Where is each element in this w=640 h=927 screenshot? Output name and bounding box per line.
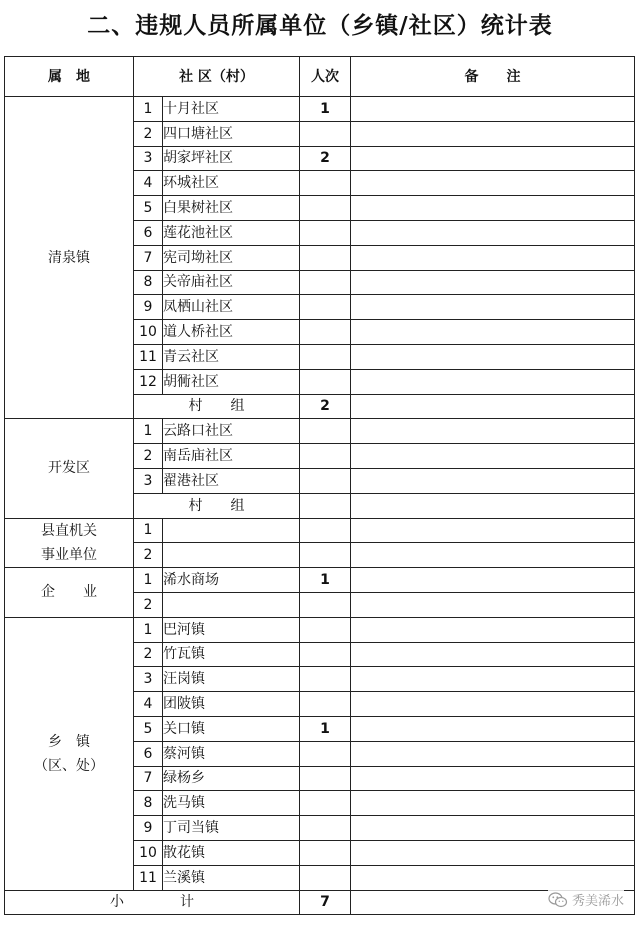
- community-name: 青云社区: [163, 344, 300, 369]
- remark-cell: [351, 791, 635, 816]
- header-row: [5, 57, 635, 97]
- village-label: 村 组: [134, 394, 300, 419]
- district-cell-qingquan: [5, 97, 134, 419]
- district-label-line1: 乡 镇: [48, 733, 90, 750]
- remark-cell: [351, 840, 635, 865]
- district-cell-qiye: [5, 568, 134, 618]
- person-count: [300, 220, 351, 245]
- remark-cell: [351, 667, 635, 692]
- community-name: 洗马镇: [163, 791, 300, 816]
- watermark-text: 秀美浠水: [571, 894, 624, 909]
- person-count: 1: [300, 716, 351, 741]
- remark-cell: [351, 146, 635, 171]
- total-row: [5, 890, 635, 915]
- remark-cell: [351, 865, 635, 890]
- person-count: [300, 543, 351, 568]
- row-number: 5: [134, 716, 163, 741]
- person-count: [300, 196, 351, 221]
- row-number: 10: [134, 320, 163, 345]
- row-number: 3: [134, 146, 163, 171]
- community-name: 巴河镇: [163, 617, 300, 642]
- table-header: [5, 57, 635, 97]
- community-name: 丁司当镇: [163, 816, 300, 841]
- remark-cell: [351, 295, 635, 320]
- remark-cell: [351, 196, 635, 221]
- row-number: 1: [134, 568, 163, 593]
- row-number: 11: [134, 344, 163, 369]
- person-count: [300, 741, 351, 766]
- page-title: 二、违规人员所属单位（乡镇/社区）统计表: [87, 13, 553, 39]
- header-community: 社 区（村）: [134, 57, 300, 97]
- community-name: 胡家坪社区: [163, 146, 300, 171]
- person-count: 1: [300, 568, 351, 593]
- remark-cell: [351, 692, 635, 717]
- community-name: 胡衕社区: [163, 369, 300, 394]
- community-name: 团陂镇: [163, 692, 300, 717]
- row-number: 7: [134, 766, 163, 791]
- remark-cell: [351, 493, 635, 518]
- person-count: [300, 295, 351, 320]
- remark-cell: [351, 419, 635, 444]
- row-number: 1: [134, 518, 163, 543]
- row-number: 6: [134, 220, 163, 245]
- district-label: 企 业: [41, 584, 97, 601]
- person-count: 1: [300, 97, 351, 122]
- village-count: [300, 493, 351, 518]
- community-name: 环城社区: [163, 171, 300, 196]
- person-count: [300, 816, 351, 841]
- row-number: 3: [134, 468, 163, 493]
- community-name: 云路口社区: [163, 419, 300, 444]
- row-number: 1: [134, 419, 163, 444]
- district-label-line2: 事业单位: [41, 546, 97, 563]
- district-cell-kaifaqu: [5, 419, 134, 518]
- remark-cell: [351, 245, 635, 270]
- remark-cell: [351, 270, 635, 295]
- person-count: [300, 617, 351, 642]
- community-name: 莲花池社区: [163, 220, 300, 245]
- person-count: [300, 369, 351, 394]
- community-name: 散花镇: [163, 840, 300, 865]
- remark-cell: [351, 617, 635, 642]
- statistics-table: [4, 56, 635, 915]
- row-number: 2: [134, 642, 163, 667]
- remark-cell: [351, 816, 635, 841]
- person-count: 2: [300, 146, 351, 171]
- row-number: 2: [134, 543, 163, 568]
- watermark: [548, 890, 624, 909]
- row-number: 6: [134, 741, 163, 766]
- community-name: 十月社区: [163, 97, 300, 122]
- person-count: [300, 840, 351, 865]
- community-name: 浠水商场: [163, 568, 300, 593]
- person-count: [300, 320, 351, 345]
- person-count: [300, 766, 351, 791]
- remark-cell: [351, 171, 635, 196]
- remark-cell: [351, 518, 635, 543]
- row-number: 8: [134, 791, 163, 816]
- district-cell-xiangzhen: [5, 617, 134, 890]
- person-count: [300, 468, 351, 493]
- community-name: 兰溪镇: [163, 865, 300, 890]
- remark-cell: [351, 642, 635, 667]
- table-row: [5, 617, 635, 642]
- remark-cell: [351, 592, 635, 617]
- row-number: 10: [134, 840, 163, 865]
- community-name: [163, 592, 300, 617]
- community-name: [163, 518, 300, 543]
- remark-cell: [351, 369, 635, 394]
- remark-cell: [351, 741, 635, 766]
- community-name: [163, 543, 300, 568]
- person-count: [300, 667, 351, 692]
- remark-cell: [351, 568, 635, 593]
- row-number: 7: [134, 245, 163, 270]
- community-name: 道人桥社区: [163, 320, 300, 345]
- person-count: [300, 245, 351, 270]
- community-name: 白果树社区: [163, 196, 300, 221]
- header-district: 属 地: [5, 57, 134, 97]
- remark-cell: [351, 468, 635, 493]
- person-count: [300, 791, 351, 816]
- district-label-line2: （区、处）: [34, 757, 104, 774]
- table-body: [5, 97, 635, 915]
- row-number: 2: [134, 592, 163, 617]
- row-number: 4: [134, 171, 163, 196]
- community-name: 关口镇: [163, 716, 300, 741]
- person-count: [300, 692, 351, 717]
- person-count: [300, 344, 351, 369]
- row-number: 5: [134, 196, 163, 221]
- district-label-line1: 县直机关: [41, 522, 97, 539]
- remark-cell: [351, 320, 635, 345]
- row-number: 9: [134, 295, 163, 320]
- header-remark: 备 注: [351, 57, 635, 97]
- total-label: 小 计: [5, 890, 300, 915]
- row-number: 9: [134, 816, 163, 841]
- row-number: 2: [134, 121, 163, 146]
- community-name: 汪岗镇: [163, 667, 300, 692]
- district-label: 开发区: [48, 460, 90, 477]
- row-number: 4: [134, 692, 163, 717]
- wechat-icon: [548, 892, 568, 908]
- person-count: [300, 518, 351, 543]
- header-count: 人次: [300, 57, 351, 97]
- person-count: [300, 270, 351, 295]
- village-label: 村 组: [134, 493, 300, 518]
- remark-cell: [351, 716, 635, 741]
- remark-cell: [351, 394, 635, 419]
- remark-cell: [351, 766, 635, 791]
- row-number: 3: [134, 667, 163, 692]
- community-name: 凤栖山社区: [163, 295, 300, 320]
- row-number: 1: [134, 617, 163, 642]
- remark-cell: [351, 444, 635, 469]
- remark-cell: [351, 220, 635, 245]
- community-name: 南岳庙社区: [163, 444, 300, 469]
- community-name: 关帝庙社区: [163, 270, 300, 295]
- person-count: [300, 121, 351, 146]
- person-count: [300, 444, 351, 469]
- remark-cell: [351, 121, 635, 146]
- district-cell-xianzhi: [5, 518, 134, 568]
- community-name: 四口塘社区: [163, 121, 300, 146]
- community-name: 翟港社区: [163, 468, 300, 493]
- community-name: 蔡河镇: [163, 741, 300, 766]
- district-label: 清泉镇: [48, 249, 90, 266]
- row-number: 2: [134, 444, 163, 469]
- person-count: [300, 642, 351, 667]
- community-name: 竹瓦镇: [163, 642, 300, 667]
- table-row: [5, 518, 635, 543]
- village-count: 2: [300, 394, 351, 419]
- row-number: 8: [134, 270, 163, 295]
- table-row: [5, 97, 635, 122]
- person-count: [300, 592, 351, 617]
- remark-cell: [351, 97, 635, 122]
- remark-cell: [351, 543, 635, 568]
- person-count: [300, 171, 351, 196]
- row-number: 1: [134, 97, 163, 122]
- total-count: 7: [300, 890, 351, 915]
- row-number: 12: [134, 369, 163, 394]
- community-name: 绿杨乡: [163, 766, 300, 791]
- person-count: [300, 419, 351, 444]
- person-count: [300, 865, 351, 890]
- community-name: 宪司坳社区: [163, 245, 300, 270]
- table-row: [5, 568, 635, 593]
- remark-cell: [351, 344, 635, 369]
- row-number: 11: [134, 865, 163, 890]
- table-row: [5, 419, 635, 444]
